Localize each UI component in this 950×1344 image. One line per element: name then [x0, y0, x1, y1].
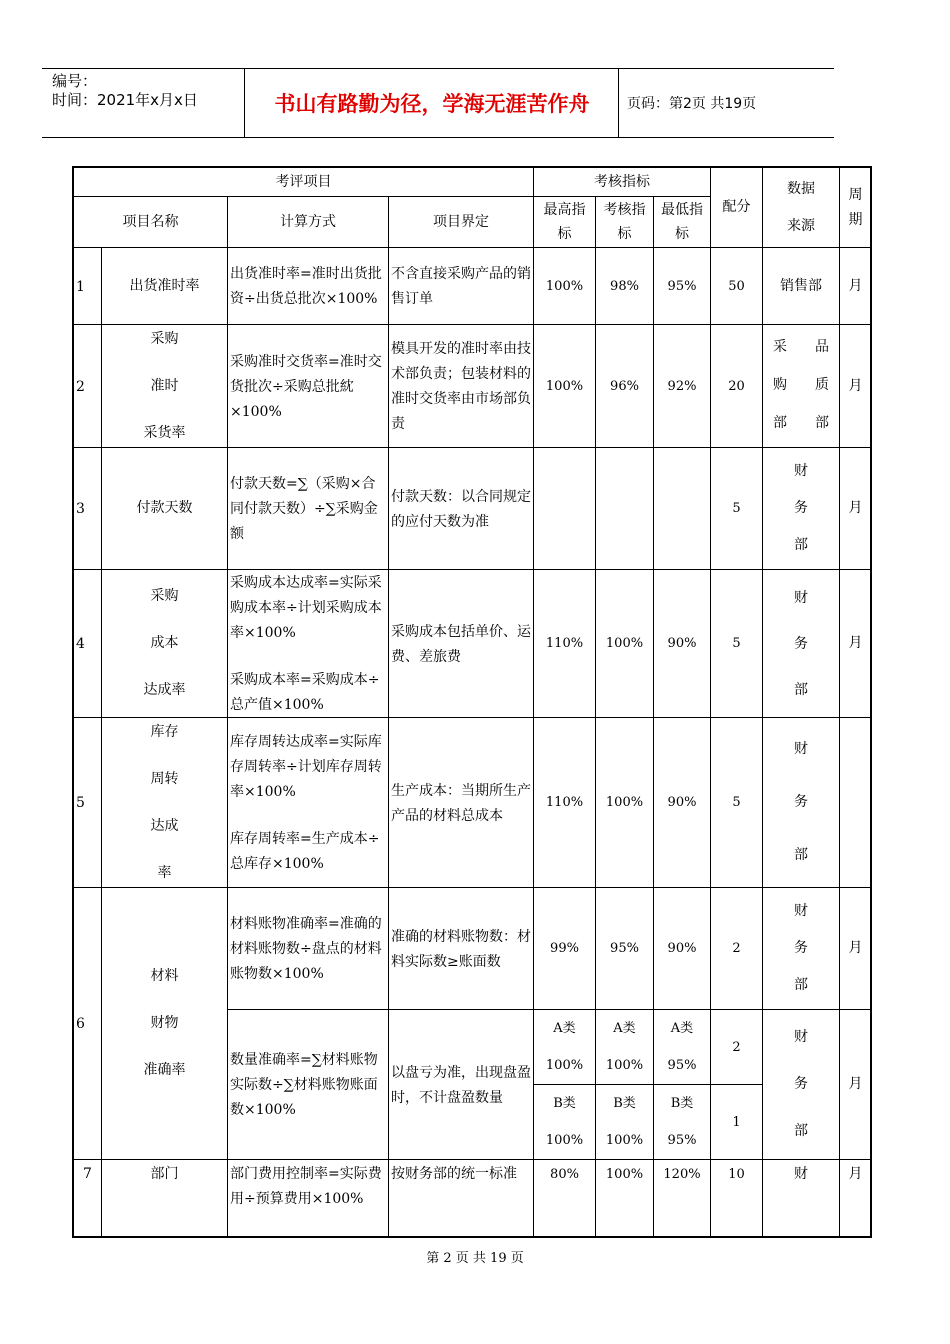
row-min: 90% — [654, 888, 711, 1010]
row-min: 92% — [654, 325, 711, 448]
row-source — [763, 888, 840, 1010]
row-source-text: 务 — [794, 793, 808, 810]
row-number: 1 — [74, 248, 102, 325]
row-min-a — [654, 1010, 711, 1085]
row-source-text: 财 — [794, 740, 808, 757]
row-target-b — [596, 1085, 654, 1160]
row-name — [102, 325, 228, 448]
row-source-text: 购 质 — [773, 377, 829, 394]
row-source — [763, 448, 840, 570]
row-period: 月 — [840, 1160, 872, 1238]
row-min: 120% — [654, 1160, 711, 1238]
row-source-text: 财 — [794, 462, 808, 479]
class-value: B类 — [553, 1096, 576, 1111]
row-source-text: 部 — [794, 1123, 808, 1139]
row-scope: 付款天数：以合同规定的应付天数为准 — [389, 448, 534, 570]
row-name — [102, 718, 228, 888]
row-number: 7 — [74, 1160, 102, 1238]
row-target: 100% — [596, 1160, 654, 1238]
row-target — [596, 448, 654, 570]
row-max: 99% — [534, 888, 596, 1010]
code-label: 编号： — [52, 72, 98, 90]
row-name-text: 采货率 — [143, 424, 186, 441]
class-value: A类 — [613, 1021, 636, 1036]
row-max-b — [534, 1085, 596, 1160]
row-max: 110% — [534, 718, 596, 888]
time-label: 时间：2021年x月x日 — [52, 91, 198, 109]
row-number: 3 — [74, 448, 102, 570]
row-min: 95% — [654, 248, 711, 325]
header-motto: 书山有路勤为径，学海无涯苦作舟 — [246, 69, 619, 137]
row-min: 90% — [654, 570, 711, 718]
row-min — [654, 448, 711, 570]
row-period — [840, 718, 872, 888]
row-source — [763, 325, 840, 448]
method-formula: 库存周转率=生产成本÷总库存×100% — [230, 831, 380, 872]
row-method: 数量准确率=∑材料账物实际数÷∑材料账物账面数×100% — [228, 1010, 389, 1160]
header-text: 期 — [848, 211, 863, 228]
header-text: 标 — [675, 226, 689, 242]
class-value: 95% — [667, 1133, 697, 1148]
row-name-text: 达成率 — [143, 682, 186, 698]
row-source — [763, 248, 840, 325]
row-name-text: 准确率 — [143, 1062, 186, 1078]
header-period — [840, 168, 872, 248]
row-score: 10 — [711, 1160, 763, 1238]
assessment-table — [72, 166, 872, 1238]
row-source-text: 务 — [794, 1076, 808, 1092]
row-name-text: 付款天数 — [136, 500, 193, 516]
row-method: 部门费用控制率=实际费用÷预算费用×100% — [228, 1160, 389, 1238]
row-source-text: 务 — [794, 499, 808, 516]
row-score-b: 1 — [711, 1085, 763, 1160]
row-max — [534, 448, 596, 570]
row-max-a — [534, 1010, 596, 1085]
row-scope: 按财务部的统一标准 — [389, 1160, 534, 1238]
class-value: B类 — [613, 1096, 636, 1111]
class-value: A类 — [670, 1021, 694, 1036]
row-source — [763, 570, 840, 718]
header-text: 配分 — [722, 199, 751, 215]
row-name — [102, 570, 228, 718]
row-max: 100% — [534, 248, 596, 325]
row-score: 5 — [711, 570, 763, 718]
row-period: 月 — [840, 248, 872, 325]
row-name-text: 周转 — [150, 770, 179, 787]
row-max: 110% — [534, 570, 596, 718]
row-name-text: 财物 — [150, 1015, 179, 1031]
col-header-target — [596, 197, 654, 248]
row-source-text: 采 品 — [773, 339, 829, 356]
header-text: 来源 — [787, 217, 815, 234]
document-header — [42, 68, 834, 138]
row-name-text: 率 — [157, 864, 172, 881]
class-value: 100% — [605, 1133, 644, 1148]
row-method: 采购准时交货率=准时交货批次÷采购总批紞 ×100% — [228, 325, 389, 448]
row-score: 2 — [711, 888, 763, 1010]
row-min: 90% — [654, 718, 711, 888]
row-name-text: 达成 — [150, 817, 179, 834]
col-header-method: 计算方式 — [228, 197, 389, 248]
row-source-text: 财 — [794, 903, 808, 919]
row-score-a: 2 — [711, 1010, 763, 1085]
method-formula: 采购成本达成率=实际采购成本率÷计划采购成本率×100% — [230, 575, 382, 641]
group-header-item: 考评项目 — [74, 168, 534, 197]
class-value: 100% — [605, 1058, 644, 1073]
row-name-text: 准时 — [150, 377, 179, 394]
header-text: 考核指 — [603, 202, 646, 218]
row-name-text: 成本 — [150, 635, 179, 651]
row-scope: 模具开发的准时率由技术部负责；包装材料的准时交货率由市场部负责 — [389, 325, 534, 448]
row-target: 100% — [596, 718, 654, 888]
page-footer: 第 2 页 共 19 页 — [426, 1251, 524, 1266]
row-number: 5 — [74, 718, 102, 888]
row-source — [763, 718, 840, 888]
row-source-text: 部 — [794, 847, 808, 864]
class-value: 100% — [545, 1058, 584, 1073]
row-period: 月 — [840, 888, 872, 1010]
class-value: 95% — [667, 1058, 697, 1073]
row-target: 98% — [596, 248, 654, 325]
row-name-text: 出货准时率 — [129, 277, 200, 294]
row-scope: 不含直接采购产品的销售订单 — [389, 248, 534, 325]
row-source-text: 务 — [794, 635, 808, 652]
row-score: 5 — [711, 448, 763, 570]
row-name — [102, 248, 228, 325]
method-formula: 采购成本率=采购成本÷总产值×100% — [230, 672, 380, 713]
header-text: 周 — [848, 186, 863, 203]
class-value: A类 — [553, 1021, 576, 1036]
row-name-text: 材料 — [150, 968, 179, 984]
row-score: 5 — [711, 718, 763, 888]
row-number: 4 — [74, 570, 102, 718]
row-method: 付款天数=∑（采购×合同付款天数）÷∑采购金额 — [228, 448, 389, 570]
row-source: 财 — [763, 1160, 840, 1238]
header-text: 最高指 — [543, 202, 586, 218]
row-target: 95% — [596, 888, 654, 1010]
row-score: 20 — [711, 325, 763, 448]
row-name: 部门 — [102, 1160, 228, 1238]
row-name — [102, 888, 228, 1160]
class-value: B类 — [670, 1096, 694, 1111]
group-header-indicator: 考核指标 — [534, 168, 711, 197]
row-source-text: 部 部 — [773, 414, 829, 431]
row-period: 月 — [840, 1010, 872, 1160]
row-target-a — [596, 1010, 654, 1085]
row-source-text: 销售部 — [780, 277, 822, 294]
row-score: 50 — [711, 248, 763, 325]
row-number: 6 — [74, 888, 102, 1160]
row-scope: 采购成本包括单价、运费、差旅费 — [389, 570, 534, 718]
row-name — [102, 448, 228, 570]
row-name-text: 库存 — [150, 723, 179, 740]
row-scope: 生产成本：当期所生产产品的材料总成本 — [389, 718, 534, 888]
row-method: 出货准时率=准时出货批资÷出货总批次×100% — [228, 248, 389, 325]
col-header-name: 项目名称 — [74, 197, 228, 248]
header-meta — [42, 69, 245, 137]
row-number: 2 — [74, 325, 102, 448]
row-source-text: 部 — [794, 681, 808, 698]
row-max: 100% — [534, 325, 596, 448]
row-scope: 以盘亏为准，出现盘盈时，不计盘盈数量 — [389, 1010, 534, 1160]
col-header-min — [654, 197, 711, 248]
row-period: 月 — [840, 448, 872, 570]
header-source — [763, 168, 840, 248]
row-source — [763, 1010, 840, 1160]
row-source-text: 务 — [794, 940, 808, 956]
header-page-info: 页码：第2页 共19页 — [627, 96, 757, 112]
header-text: 数据 — [787, 180, 815, 197]
header-text: 标 — [617, 226, 632, 242]
class-value: 100% — [545, 1133, 584, 1148]
row-max: 80% — [534, 1160, 596, 1238]
row-period: 月 — [840, 570, 872, 718]
row-target: 96% — [596, 325, 654, 448]
header-text: 最低指 — [661, 202, 703, 218]
row-name-text: 采购 — [150, 330, 179, 347]
row-min-b — [654, 1085, 711, 1160]
col-header-scope: 项目界定 — [389, 197, 534, 248]
col-header-max — [534, 197, 596, 248]
method-formula: 库存周转达成率=实际库存周转率÷计划库存周转率×100% — [230, 734, 382, 800]
row-period: 月 — [840, 325, 872, 448]
row-source-text: 部 — [794, 977, 808, 993]
row-source-text: 财 — [794, 589, 808, 606]
row-name-text: 采购 — [150, 588, 179, 604]
header-score — [711, 168, 763, 248]
row-method — [228, 718, 389, 888]
row-source-text: 财 — [794, 1029, 808, 1045]
header-text: 标 — [557, 226, 572, 242]
row-source-text: 部 — [794, 537, 808, 554]
row-method: 材料账物准确率=准确的材料账物数÷盘点的材料账物数×100% — [228, 888, 389, 1010]
row-target: 100% — [596, 570, 654, 718]
row-scope: 准确的材料账物数：材料实际数≥账面数 — [389, 888, 534, 1010]
row-method — [228, 570, 389, 718]
